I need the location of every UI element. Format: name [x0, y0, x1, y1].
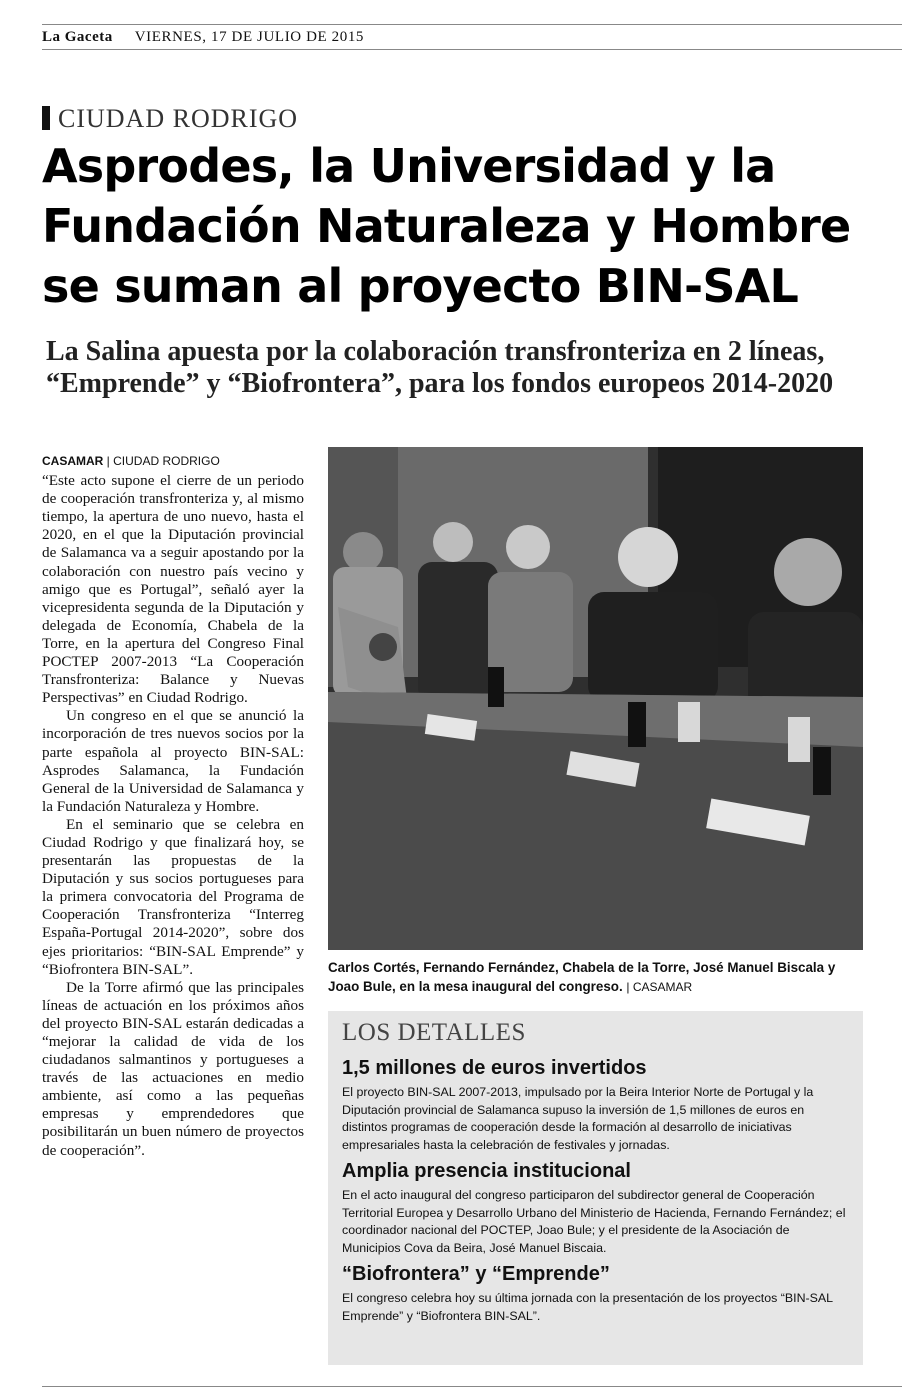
caption-text: Carlos Cortés, Fernando Fernández, Chabela de la Torre, José Manuel Biscala y Joao Bule, en la mesa inaugural del congreso. [328, 960, 836, 994]
subtitle: La Salina apuesta por la colaboración transfronteriza en 2 líneas, “Emprende” y “Biofrontera”, para los fondos europeos 2014-2020 [46, 336, 834, 399]
details-heading: 1,5 millones de euros invertidos [342, 1057, 647, 1079]
byline-place: CIUDAD RODRIGO [113, 454, 220, 468]
bottom-rule [42, 1386, 902, 1387]
section-marker [42, 106, 50, 130]
paper-name: La Gaceta [42, 28, 113, 45]
photo-caption [328, 958, 863, 997]
details-heading: “Biofrontera” y “Emprende” [342, 1263, 610, 1285]
issue-date: VIERNES, 17 DE JULIO DE 2015 [134, 28, 365, 45]
byline: CASAMAR | CIUDAD RODRIGO [42, 454, 220, 468]
headline: Asprodes, la Universidad y la Fundación Naturaleza y Hombre se suman al proyecto BIN-SAL [42, 139, 851, 313]
caption-credit: | CASAMAR [626, 980, 693, 994]
photo-congress-panel [328, 447, 863, 950]
section-label [42, 104, 298, 134]
body-paragraph: De la Torre afirmó que las principales líneas de actuación en los próximos años del proyecto BIN-SAL estarán dedicadas a “mejorar la calidad de vida de los ciudadanos salmantinos y portugueses a través de las actuaciones en medio ambiente, así como a las pequeñas empresas y emprendedores que posibilitarán un buen número de proyectos de cooperación”. [42, 978, 304, 1159]
article-body [42, 452, 304, 1160]
details-heading: Amplia presencia institucional [342, 1160, 631, 1182]
details-box [328, 1011, 863, 1365]
body-paragraph: Un congreso en el que se anunció la incorporación de tres nuevos socios por la parte española al proyecto BIN-SAL: Asprodes Salamanca, la Fundación General de la Universidad de Salamanca y la Fundación Naturaleza y Hombre. [42, 707, 304, 815]
details-title: LOS DETALLES [342, 1019, 526, 1046]
section-name: CIUDAD RODRIGO [58, 104, 299, 133]
body-paragraph: “Este acto supone el cierre de un periodo de cooperación transfronteriza y, al mismo tiempo, la apertura de uno nuevo, hasta el 2020, en el que la Diputación provincial de Salamanca va a seguir apostando por la colaboración con nuestro país vecino y amigo que es Portugal”, señaló ayer la vicepresidenta segunda de la Diputación y delegada de Economía, Chabela de la Torre, en la apertura del Congreso Final POCTEP 2007-2013 “La Cooperación Transfronteriza: Balance y Nuevas Perspectivas” en Ciudad Rodrigo. [42, 472, 304, 707]
details-text: En el acto inaugural del congreso participaron del subdirector general de Cooperación Territorial Europea y Desarrollo Urbano del Ministerio de Hacienda, Fernando Fernández; el coordinador nacional del POCTEP, Joao Bule; y el presidente de la Asociación de Municipios Cova da Beira, José Manuel Biscaia. [342, 1188, 846, 1255]
body-paragraph: En el seminario que se celebra en Ciudad Rodrigo y que finalizará hoy, se presentarán las propuestas de la Diputación y sus socios portugueses para la primera convocatoria del Programa de Cooperación Transfronteriza “Interreg España-Portugal 2014-2020”, sobre dos ejes prioritarios: “BIN-SAL Emprende” y “Biofrontera BIN-SAL”. [42, 815, 304, 978]
details-text: El proyecto BIN-SAL 2007-2013, impulsado por la Beira Interior Norte de Portugal y la Diputación provincial de Salamanca supuso la inversión de 1,5 millones de euros en distintos programas de cooperación desde la formación al desarrollo de iniciativas empresariales hasta la celebración de festivales y jornadas. [342, 1085, 814, 1152]
byline-author: CASAMAR [42, 454, 104, 468]
masthead [42, 24, 902, 50]
photo-illustration [328, 447, 863, 950]
details-text: El congreso celebra hoy su última jornada con la presentación de los proyectos “BIN-SAL Emprende” y “Biofrontera BIN-SAL”. [342, 1291, 833, 1323]
